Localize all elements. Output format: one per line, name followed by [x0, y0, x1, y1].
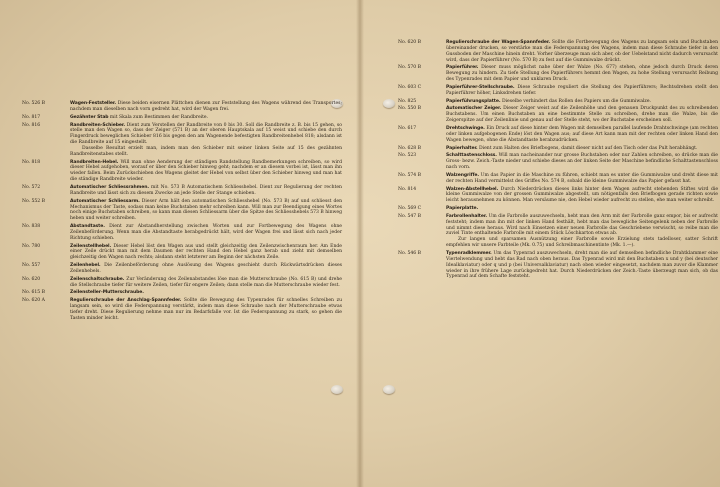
part-text: Dient zum Verstellen der Randbreite von 0 bis 30. Soll die Randbreite z. B. bis 15 gehen, so stelle man den Wagen so, dass der Zeiger (571 B) an der oberen Hauptskala auf 15 weist und schiebe den durch Fingerdruck beweglichen Schieber 816 bis gegen den am Wagenende befestigten Randbreitenhebel 818; alsdann ist die Randbreite auf 15 eingestellt. — [70, 122, 343, 146]
part-text: Dient zur Abstandherstellung zwischen Worten und zur Fortbewegung des Wagens ohne Zeilenbeförderung. Wenn man die Abstandtaste herabgedrückt hält, wird der Wagen frei und lässt sich nach jeder Richtung schieben. — [70, 224, 342, 241]
part-text: Dieser Zeiger weist auf die Zeilenhöhe und den genauen Druckpunkt des zu schreibenden Buchstabens. Um einen Buchstaben an eine bestimmte Stelle zu schreiben, drehe man die Walze, bis die Zeigerspitze auf der Zeilenlinie und genau auf der Stelle steht, wo der Buchstabe erscheinen soll. — [446, 106, 718, 124]
part-text: Dieser muss möglichst nahe über der Walze (No. 677) stehen, ohne jedoch durch Druck deren Bewegung zu hindern. Zu tiefe Stellung des Papierführers hemmt den Wagen, zu hohe Stellung verursacht Reibung des Typenrades mit dem Papier und unklaren Druck. — [446, 65, 718, 83]
part-label: Drehtschwinge. — [446, 125, 485, 131]
page-fold — [356, 0, 364, 487]
part-entry — [398, 187, 718, 205]
part-number: No. 523 — [398, 153, 417, 159]
part-number: No. 780 — [22, 243, 41, 249]
part-entry — [398, 173, 718, 185]
part-number: No. 570 B — [398, 65, 421, 71]
part-label: Zeilenschaltschraube. — [70, 276, 125, 282]
part-description — [70, 101, 342, 113]
part-entry — [398, 214, 718, 249]
part-text: Diese Schraube reguliert die Stellung des Papierführers; Rechtsdrehen stellt den Papierführer höher, Linksdrehen tiefer. — [446, 84, 719, 96]
part-number: No. 615 B — [22, 290, 45, 296]
part-label: Abstandtaste. — [70, 224, 105, 230]
part-number: No. 557 — [22, 263, 41, 269]
part-description — [446, 85, 718, 97]
part-description — [446, 40, 718, 63]
part-number: No. 818 — [22, 159, 41, 165]
part-description — [446, 206, 718, 212]
part-entry — [398, 206, 718, 212]
part-label: Gezähnter Stab — [70, 114, 109, 120]
part-entry — [22, 244, 342, 262]
part-description — [446, 251, 718, 280]
part-text: Ein Druck auf diese hinter dem Wagen mit demselben parallel laufende Drahtschwinge (am rechten oder linken aufgebogenen Ende) löst den Wagen aus; auf diese Art kann man mit der rechten oder linken Hand den Wagen bewegen, ohne die Abstandtaste herabzudrücken. — [446, 125, 718, 143]
part-number: No. 620 — [22, 276, 41, 282]
part-label: Typenradklemmer. — [446, 251, 492, 256]
part-label: Regulierschraube der Anschlag-Spannfeder. — [70, 298, 182, 304]
part-label: Randbreiten-Hebel. — [70, 159, 119, 165]
part-text: Um das Typenrad auszuwechseln, dreht man die auf demselben befindliche Drahtklammer eine Viertelwendung und hebt das Rad nach oben heraus. Das Typenrad wird mit den Buchstaben x und y (bei deutscher Idealklaviatur) oder q und p (bei Universalklaviatur) nach oben wieder eingesetzt, nachdem man zuvor die Klammer wieder in ihre frühere Lage zurückgedreht hat. Durch Niederdrücken der Zeich.-Taste überzeugt man sich, ob das Typenrad auf dem Schafte feststeht. — [446, 251, 718, 280]
part-entry — [22, 224, 342, 242]
part-number: No. 552 B — [22, 198, 45, 204]
part-label: Papierführer. — [446, 65, 479, 71]
part-description — [70, 277, 342, 289]
part-entry — [22, 115, 342, 121]
part-description — [70, 290, 342, 296]
part-number: No. 817 — [22, 114, 41, 120]
part-number: No. 546 B — [398, 251, 421, 256]
part-description — [70, 224, 342, 242]
part-text: Durch Niederdrücken dieses links hinter dem Wagen aufrecht stehenden Stiftes wird die kleine Gummiwalze von der grossen Gummiwalze abgestellt, um nötigenfalls den Briefbogen gerade richten sowie leicht herausnehmen zu können. Man versäume nie, den Hebel wieder aufrecht zu stellen, ehe man weiter schreibt. — [446, 186, 719, 204]
part-label: Automatischer Schliessarm. — [70, 198, 140, 204]
part-description — [446, 65, 718, 83]
part-description — [446, 187, 718, 205]
part-label: Zeilenhebel. — [70, 263, 101, 269]
part-entry — [398, 153, 718, 171]
part-text: mit Skala zum Bestimmen der Randbreite. — [109, 114, 209, 120]
part-description — [446, 153, 718, 171]
part-label: Walzengriffe. — [446, 172, 479, 178]
part-entry — [398, 251, 718, 280]
part-text: Diese beiden eisernen Plättchen dienen zur Feststellung des Wagens während des Transportes; nachdem man dieselben nach vorn gedreht hat, wird der Wagen frei. — [70, 101, 343, 112]
part-number: No. 547 B — [398, 213, 421, 219]
part-extra-paragraph: Dasselbe Resultat erzielt man, indem man den Schieber mit seiner linken Seite auf 15 des gezähnten Randbreitenstabes stellt. — [70, 145, 342, 157]
part-label: Schalttastenschloss. — [446, 153, 497, 159]
punch-hole — [383, 99, 395, 108]
part-description — [446, 99, 718, 105]
part-entry — [398, 126, 718, 144]
part-description — [446, 214, 718, 249]
part-description — [70, 263, 342, 275]
part-number: No. 620 B — [398, 40, 421, 45]
part-text: Die Zeilenbeförderung ohne Auslösung des Wagens geschieht durch Rückwärtsdrücken dieses Zeilenhebels. — [70, 263, 342, 274]
part-number: No. 628 B — [398, 145, 421, 151]
part-text: Um das Papier in die Maschine zu führen, schiebt man es unter die Gummiwalze und dreht diese mit der rechten Hand vermittelst des Griffes No. 574 B, sobald die kleine Gummiwalze das Papier gefasst hat. — [446, 172, 718, 184]
part-number: No. 838 — [22, 224, 41, 230]
part-number: No. 572 — [22, 184, 41, 190]
part-label: Zeilenstellhebel. — [70, 243, 112, 249]
part-entry — [398, 85, 718, 97]
part-text: Dieser Hebel löst den Wagen aus und stellt gleichzeitig den Zeilenzwischenraum her. Am Ende einer Zeile drückt man mit dem Daumen der rechten Hand den Hebel ganz herab und zieht mit demselben gleichzeitig den Wagen nach rechts; alsdann steht letzterer am Beginn der nächsten Zeile. — [70, 243, 342, 261]
punch-hole — [383, 385, 395, 394]
part-number: No. 603 C — [398, 84, 422, 90]
part-description — [446, 146, 718, 152]
part-description — [70, 199, 342, 222]
part-description — [446, 126, 718, 144]
part-entry — [398, 106, 718, 124]
part-text: Dient zum Halten des Briefbogens, damit dieser nicht auf den Tisch oder das Pult herabhängt. — [479, 145, 698, 151]
part-entry — [398, 99, 718, 105]
left-column — [22, 101, 342, 487]
part-entry — [22, 277, 342, 289]
part-description — [446, 173, 718, 185]
part-entry — [22, 123, 342, 158]
part-label: Automatischer Schliessrahmen. — [70, 184, 149, 190]
part-label: Randbreiten-Schieber. — [70, 122, 125, 128]
part-description — [70, 244, 342, 262]
part-text: Dieser Arm hält den automatischen Schliesshebel (No. 573 B) auf und schliesst den Mechanismus der Taste, sodass man keine Buchstaben mehr schreiben kann. Will man zur Beendigung eines Wortes noch einige Buchstaben schreiben, so kann man diesen Schliessarm über die Spitze des Schliesshebels 573 B hinweg heben und weiter schreiben. — [70, 198, 343, 222]
part-description — [70, 298, 342, 321]
part-number: No. 825 — [398, 98, 417, 104]
part-entry — [22, 199, 342, 222]
part-entry — [22, 160, 342, 183]
part-description — [70, 160, 342, 183]
part-text: Zur Veränderung des Zeilenabstandes löse man die Mutterschraube (No. 615 B) und drehe die Stellschraube tiefer für weitere Zeilen, tiefer für engere Zeilen; dann stelle man die Mutterschraube wieder fest. — [70, 276, 342, 288]
part-entry — [22, 101, 342, 113]
part-text: Dieselbe verhindert das Rollen des Papiers um die Gummiwalze. — [501, 98, 651, 104]
part-label: Papierführer-Stellschraube. — [446, 84, 515, 90]
part-label: Zeilensteller-Mutterschraube. — [70, 290, 144, 296]
part-entry — [22, 290, 342, 296]
part-entry — [22, 298, 342, 321]
part-number: No. 816 — [22, 122, 41, 128]
part-extra-paragraph: Zur langen und sparsamen Ausnützung einer Farbrolle sowie Erzielung stets tadelloser, satter Schrift empfehlen wir unsere Farbteile (Mk. 0.75) und Schreibmaschinentinte (Mk. 1.—). — [446, 237, 718, 249]
part-text: mit No. 573 B Automatischem Schliesshebel. Dient zur Regulierung der rechten Randbreite und lässt sich zu diesem Zwecke an jede Stelle der Stange schieben. — [70, 184, 342, 196]
part-number: No. 620 A — [22, 298, 45, 304]
part-number: No. 569 C — [398, 206, 422, 212]
part-label: Walzen-Abstellhebel. — [446, 186, 499, 192]
part-entry — [398, 40, 718, 63]
part-number: No. 574 B — [398, 172, 421, 178]
part-label: Farbrollenhalter. — [446, 213, 487, 219]
part-description — [70, 123, 342, 158]
part-label: Papierführungsplatte. — [446, 98, 501, 104]
part-text: Sollte die Fortbewegung des Wagens zu langsam sein und Buchstaben übereinander drucken, so verstärke man die Federspannung des Wagens, indem man diese Schraube tiefer in den Gussboden der Maschine hinein dreht. Vorher überzeuge man sich aber, ob der Uebelstand nicht dadurch verursacht wird, dass der Papierführer (No. 570 B) zu fest auf die Gummiwalze drückt. — [446, 40, 719, 63]
part-description — [70, 185, 342, 197]
part-number: No. 550 B — [398, 106, 421, 112]
part-entry — [398, 65, 718, 83]
part-text: Will man nacheinander nur grosse Buchstaben oder nur Zahlen schreiben, so drücke man die Gross- bezw. Zeich.-Taste nieder und schiebe dieses an der linken Seite der Maschine befindliche Schalttastenschloss nach vorn. — [446, 153, 718, 171]
part-label: Papierhalter. — [446, 145, 478, 151]
part-number: No. 814 — [398, 186, 417, 192]
part-label: Automatischer Zeiger. — [446, 106, 502, 112]
part-entry — [398, 146, 718, 152]
part-text: Will man ohne Aenderung der ständigen Randstellung Randbemerkungen schreiben, so wird dieser Hebel aufgehoben, worauf er über den Schieber hinweg geht; nachdem er an diesem vorbei ist, lässt man ihn wieder fallen. Beim Zurückschieben des Wagens gleitet der Hebel von selbst über den Schieber hinweg und man hat die ständige Randbreite wieder. — [70, 159, 343, 183]
part-number: No. 617 — [398, 125, 417, 131]
part-entry — [22, 263, 342, 275]
part-label: Papierplatte. — [446, 206, 479, 212]
part-label: Regulierschraube der Wagen-Spannfeder. — [446, 40, 550, 45]
right-column — [398, 40, 718, 487]
part-label: Wagen-Feststeller. — [70, 101, 116, 106]
part-description — [446, 106, 718, 124]
part-number: No. 526 B — [22, 101, 45, 106]
part-text: Um die Farbrolle auszuwechseln, hebt man den Arm mit der Farbrolle ganz empor, bis er aufrecht feststeht; indem man ihn mit der linken Hand festhält, hebt man das bewegliche Seitengelenk neben der Farbrolle und nimmt diese heraus. Wird nach Einsetzen einer neuen Farbrolle das Geschriebene verwischt, so reibe man die zuviel Tinte enthaltende Farbrolle mit einem Stück Löschkarton etwas ab. — [446, 213, 718, 237]
part-description — [70, 115, 342, 121]
part-entry — [22, 185, 342, 197]
part-text: Sollte die Bewegung des Typenrades für schnelles Schreiben zu langsam sein, so wird die Federspannung verstärkt, indem man diese Schraube nach der Mutterschraube etwas tiefer dreht. Diese Regulierung nehme man nur im Bedarfsfalle vor. Ist die Federspannung zu stark, so gehen die Tasten minder leicht. — [70, 298, 343, 321]
